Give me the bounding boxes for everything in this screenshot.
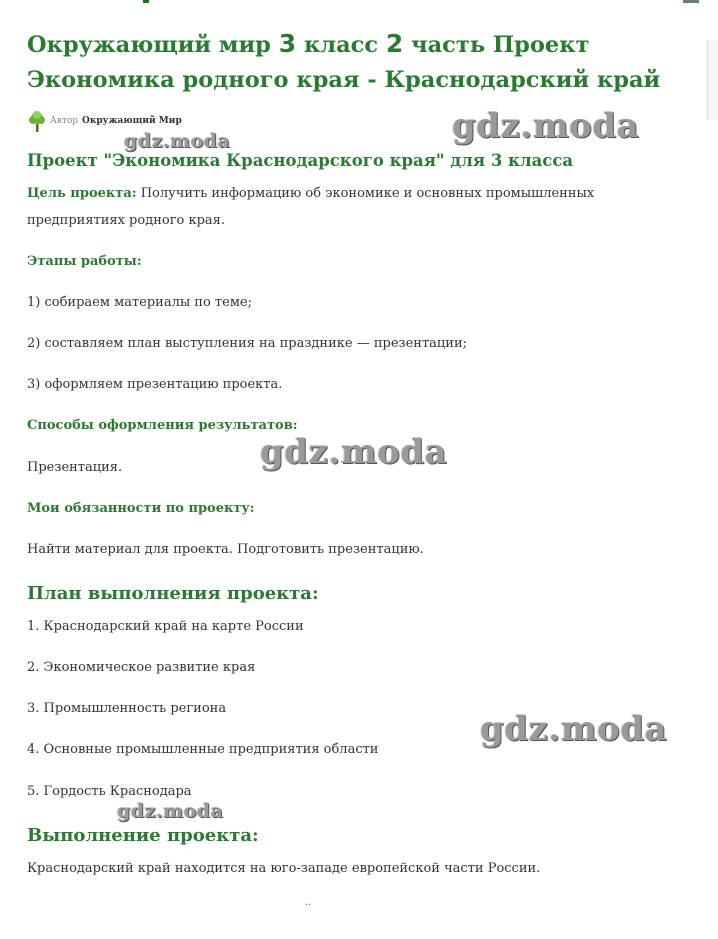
title-subject: Экономика родного края - Краснодарский край bbox=[27, 67, 661, 93]
duties-label: Мои обязанности по проекту: bbox=[27, 501, 255, 516]
title-text: класс bbox=[296, 32, 386, 58]
goal-label: Цель проекта: bbox=[27, 186, 137, 201]
plan-item: 5. Гордость Краснодара bbox=[27, 784, 192, 799]
plan-item: 1. Краснодарский край на карте России bbox=[27, 619, 304, 634]
top-bar-mark bbox=[143, 0, 149, 3]
title-grade-number: 3 bbox=[278, 29, 297, 58]
project-goal bbox=[27, 185, 667, 202]
tree-icon bbox=[27, 110, 47, 132]
scrollbar[interactable] bbox=[707, 40, 718, 120]
stage-item: 1) собираем материалы по теме; bbox=[27, 295, 252, 310]
plan-item: 2. Экономическое развитие края bbox=[27, 660, 256, 675]
top-bar-mark-right bbox=[683, 0, 699, 3]
watermark: gdz.moda bbox=[260, 432, 448, 472]
plan-item: 3. Промышленность региона bbox=[27, 701, 227, 716]
page-dots: .. bbox=[305, 897, 312, 908]
execution-heading: Выполнение проекта: bbox=[27, 825, 259, 846]
plan-heading: План выполнения проекта: bbox=[27, 583, 319, 604]
stage-item: 2) составляем план выступления на празднике — презентации; bbox=[27, 336, 467, 351]
duties-text: Найти материал для проекта. Подготовить презентацию. bbox=[27, 542, 424, 557]
execution-text: Краснодарский край находится на юго-западе европейской части России. bbox=[27, 861, 541, 876]
watermark: gdz.moda bbox=[452, 106, 640, 146]
watermark: gdz.moda bbox=[480, 709, 668, 749]
top-bar bbox=[0, 0, 718, 4]
project-heading: Проект "Экономика Краснодарского края" для 3 класса bbox=[27, 151, 574, 170]
stage-item: 3) оформляем презентацию проекта. bbox=[27, 377, 283, 392]
title-part-number: 2 bbox=[385, 29, 404, 58]
stages-label: Этапы работы: bbox=[27, 254, 142, 269]
goal-text: Получить информацию об экономике и основных промышленных bbox=[136, 186, 595, 201]
author-link[interactable]: Окружающий Мир bbox=[82, 116, 182, 126]
methods-text: Презентация. bbox=[27, 460, 123, 475]
methods-label: Способы оформления результатов: bbox=[27, 418, 298, 433]
watermark: gdz.moda bbox=[117, 800, 224, 822]
project-goal-continued: предприятиях родного края. bbox=[27, 213, 226, 228]
watermark: gdz.moda bbox=[124, 130, 231, 152]
title-text: Окружающий мир bbox=[27, 32, 279, 58]
author-prefix: Автор bbox=[50, 116, 79, 126]
author-info bbox=[27, 110, 182, 132]
title-text: часть Проект bbox=[403, 32, 590, 58]
page-title bbox=[27, 26, 687, 98]
plan-item: 4. Основные промышленные предприятия области bbox=[27, 742, 379, 757]
